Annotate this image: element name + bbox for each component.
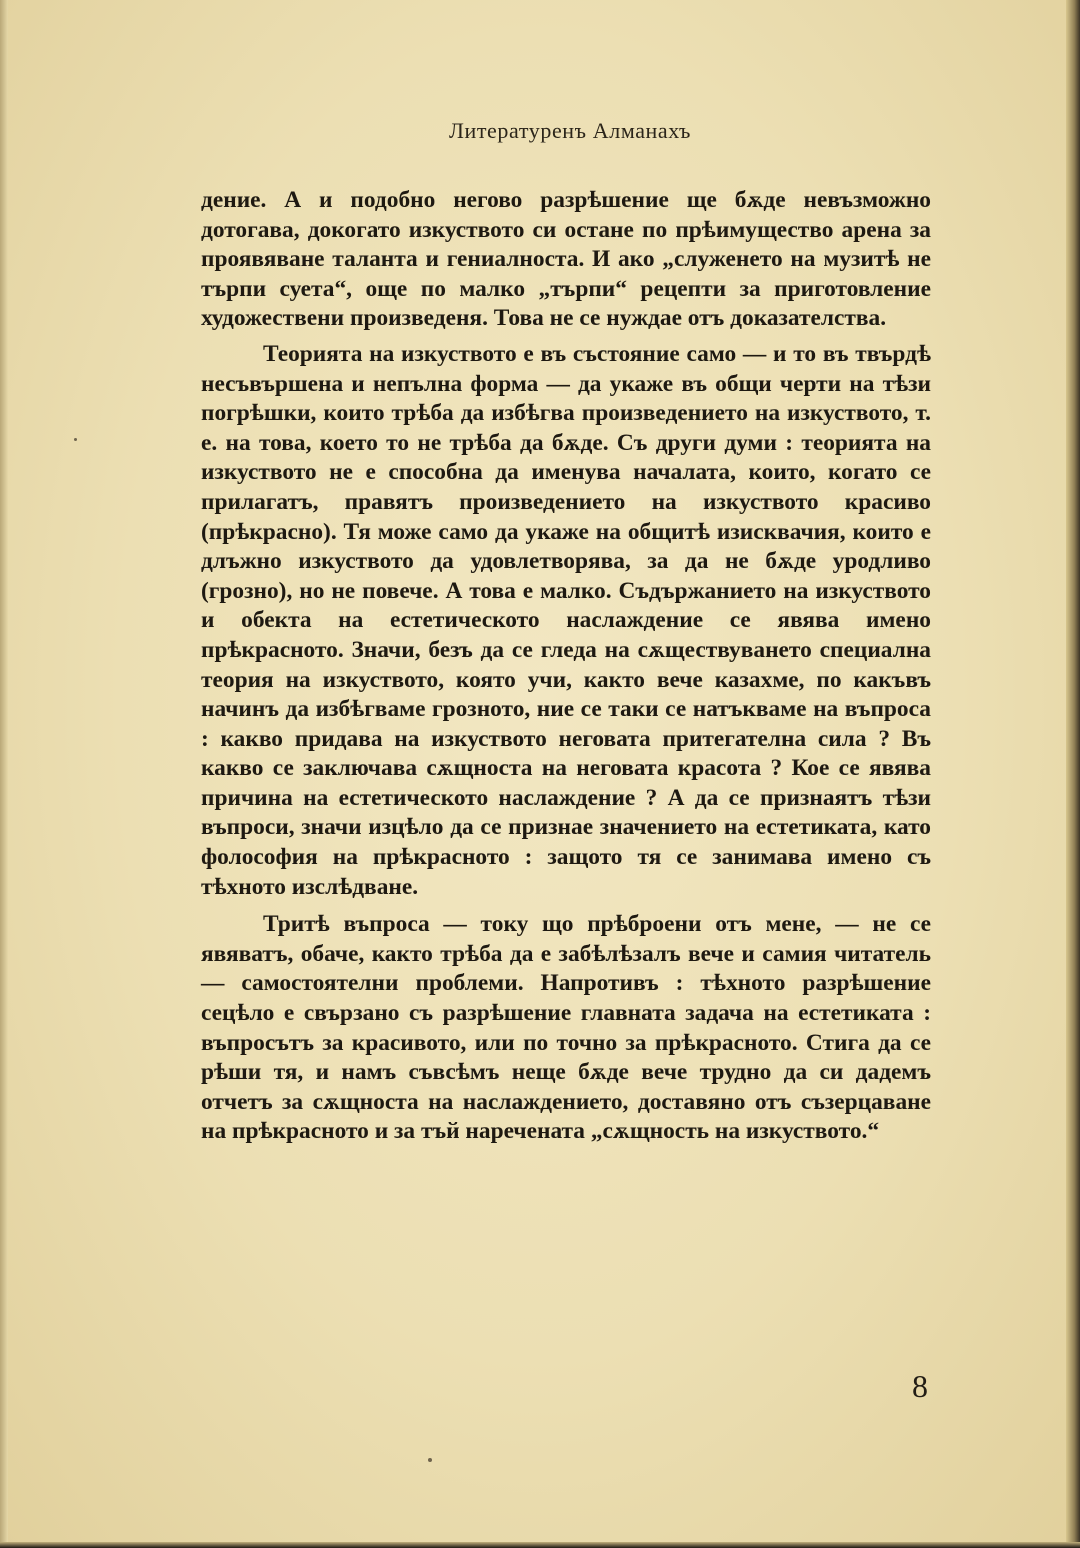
running-title: Литературенъ Алманахъ [448,118,692,143]
page-number: 8 [912,1368,928,1404]
paragraph-1: дение. А и подобно негово разрѣшение ще бѫде невъзможно дотогава, докогато изкуството си остане по прѣимущество арена за проявяване таланта и гениалноста. И ако „служенето на музитѣ не търпи суета“, още по малко „търпи“ рецепти за приготовление художествени произведеня. Това не се нуждае отъ доказателства. [201,187,931,332]
paper-speck [428,1458,432,1462]
page-right-edge [1066,0,1080,1548]
paper-speck [74,438,77,441]
main-text [201,186,931,1147]
paragraph-3: Тритѣ въпроса — току що прѣброени отъ мене, — не се явяватъ, обаче, както трѣба да е забѣлѣзалъ вече и самия читатель — самостоятелни проблеми. Напротивъ : тѣхното разрѣшение сецѣло е свързано съ разрѣшение главната задача на естетиката : въпросътъ за красивото, или по точно за прѣкрасното. Стига да се рѣши тя, и намъ съвсѣмъ неще бѫде вече трудно да си дадемъ отчетъ за сѫщноста на наслаждението, доставяно отъ съзерцаване на прѣкрасното и за тъй наречената „сѫщность на изкуството.“ [201,911,931,1145]
page-left-edge [0,0,8,1548]
paragraph-2: Теорията на изкуството е въ състояние само — и то въ твърдѣ несъвършена и непълна форма — да укаже въ общи черти на тѣзи погрѣшки, които трѣба да избѣгва произведението на изкуството, т. е. на това, което то не трѣба да бѫде. Съ други думи : теорията на изкуството не е способна да именува началата, които, когато се прилагатъ, правятъ произведението на изкуството красиво (прѣкрасно). Тя може само да укаже на общитѣ изисквачия, които е длъжно изкуството да удовлетворява, за да не бѫде уродливо (грозно), но не повече. А това е малко. Съдържанието на изкуството и обекта на естетическото наслаждение се явява имено прѣкрасното. Значи, безъ да се гледа на сѫществуването специална теория на изкуството, която учи, както вече казахме, по какъвъ начинъ да избѣгваме грозното, ние се таки се натъкваме на въпроса : какво придава на изкуството неговата притегателна сила ? Въ какво се заключава сѫщноста на неговата красота ? Кое се явява причина на естетическото наслаждение ? А да се признаятъ тѣзи въпроси, значи изцѣло да се признае значението на естетиката, като фолософия на прѣкрасното : защото тя се занимава имено съ тѣхното изслѣдване. [201,340,931,900]
page-bottom-edge [0,1542,1080,1548]
